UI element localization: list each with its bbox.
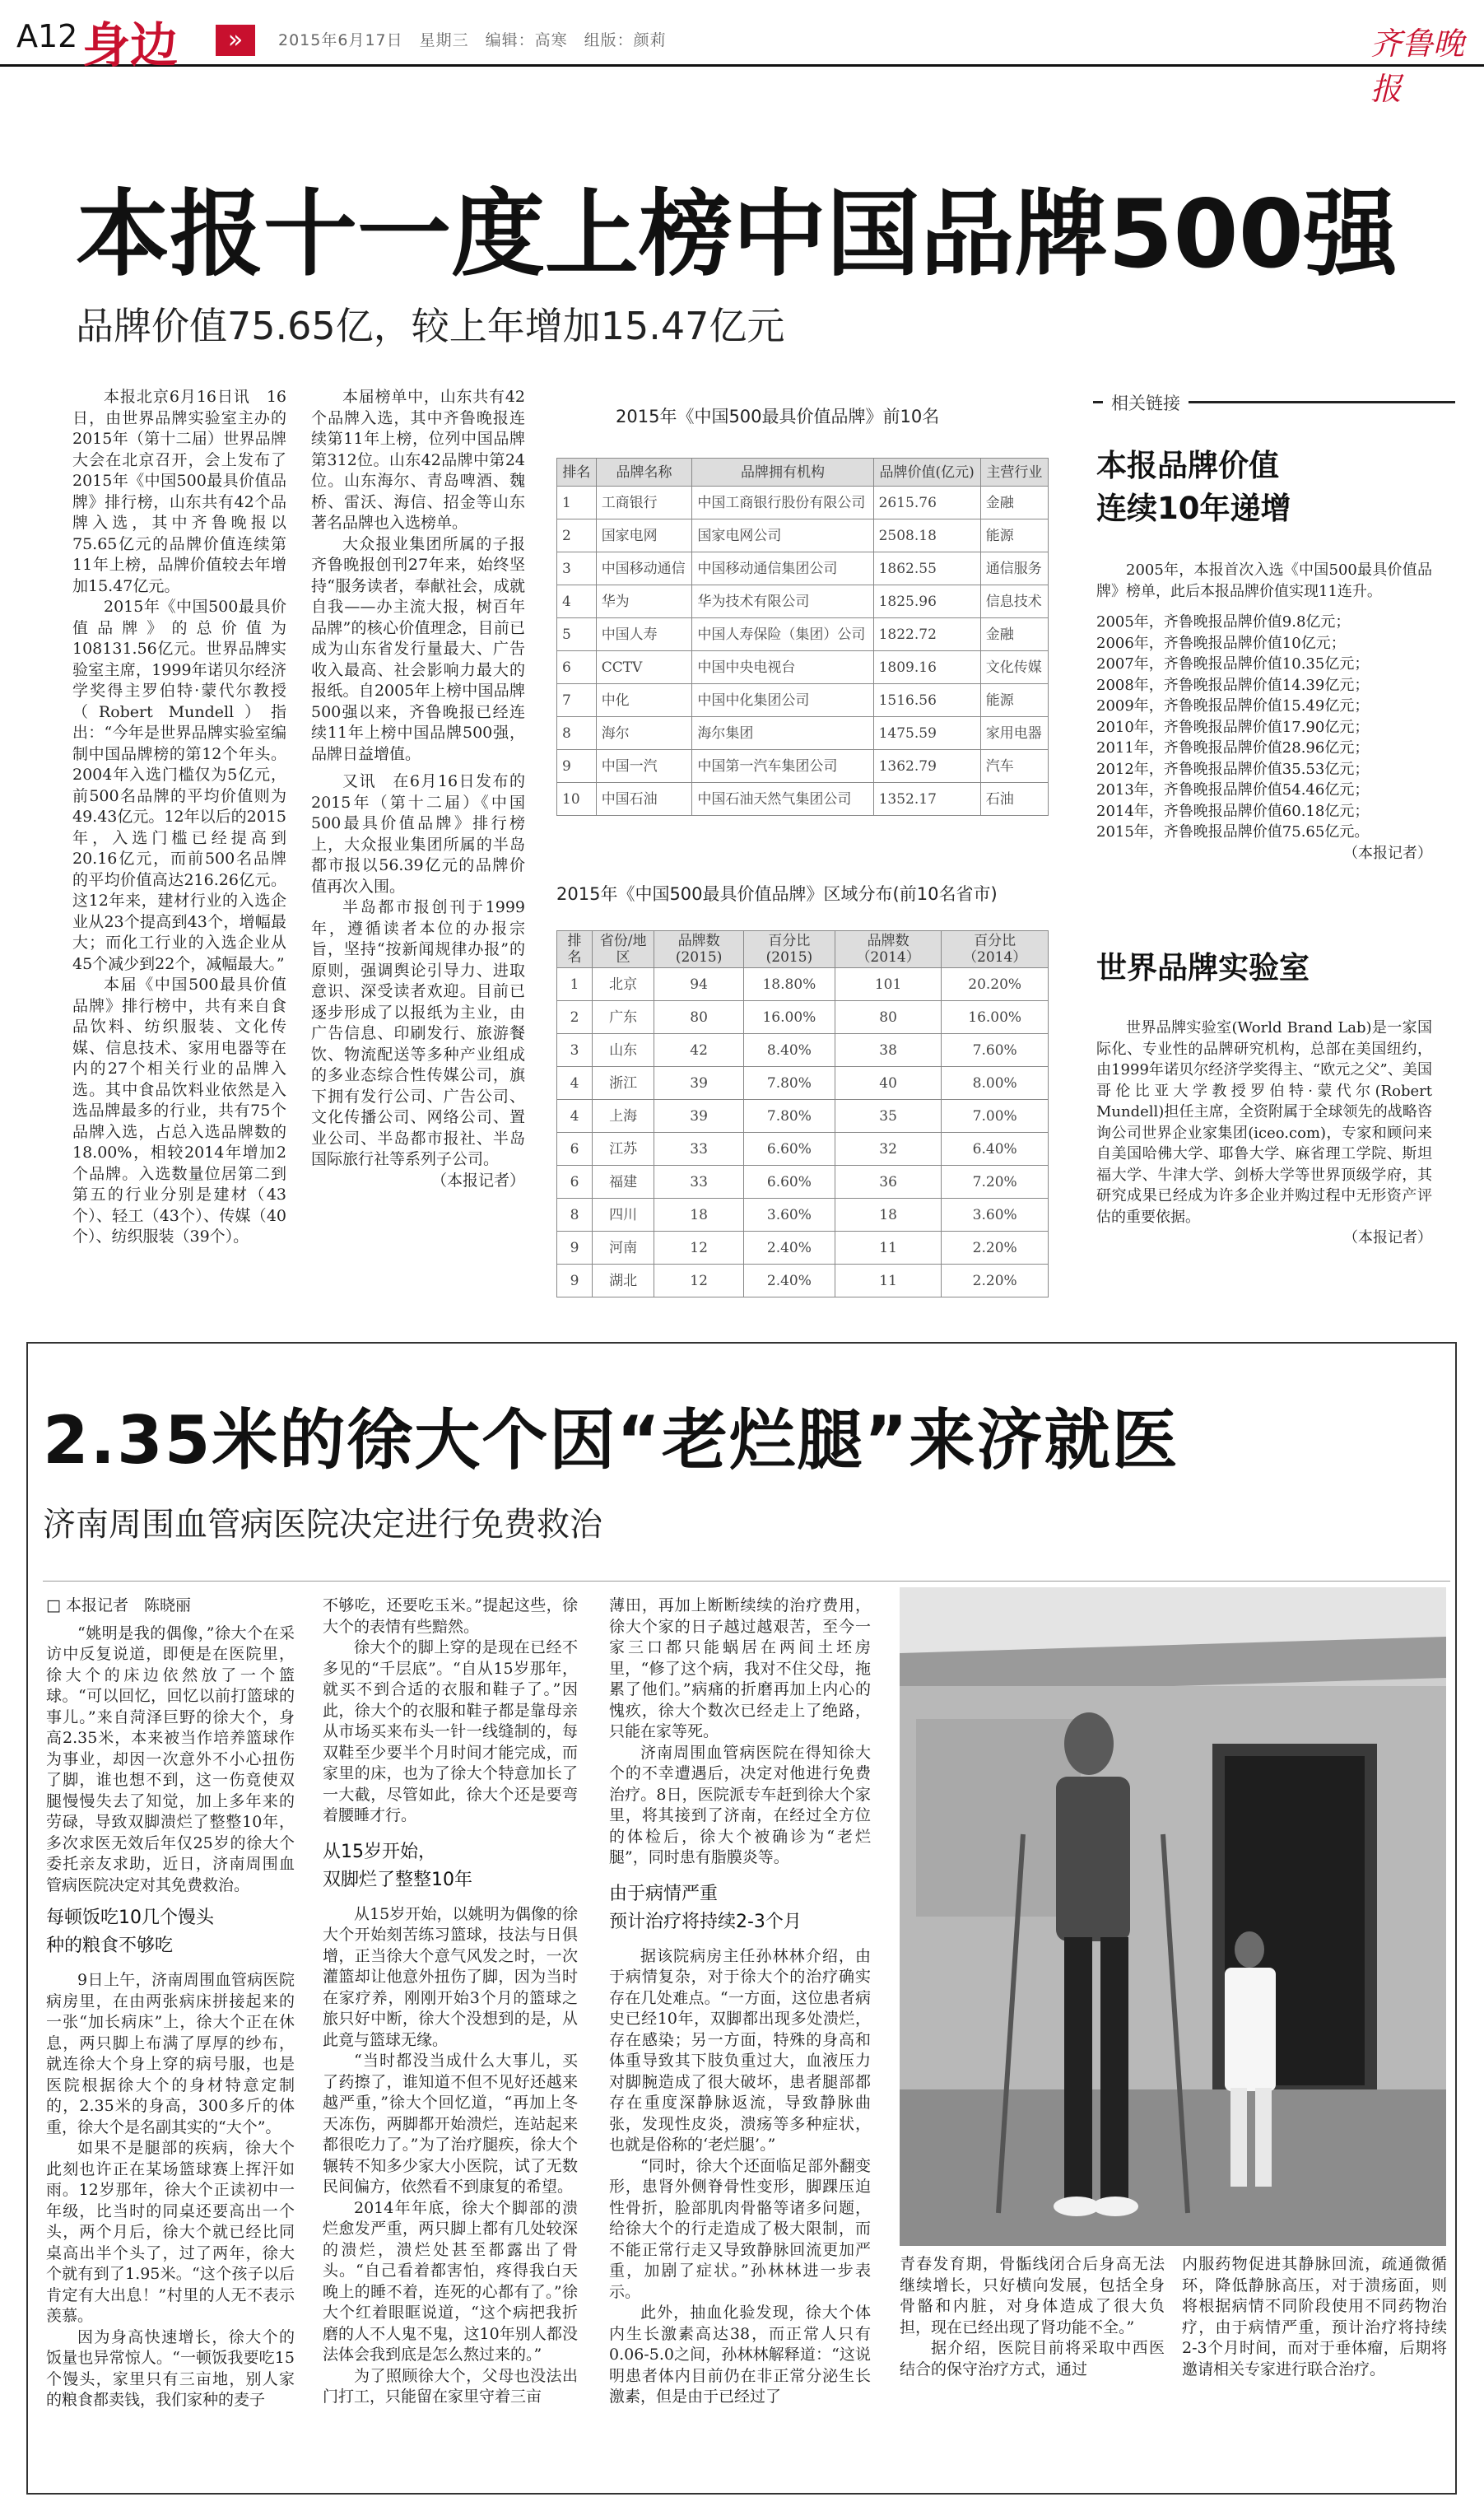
article2-paragraph: 从15岁开始，以姚明为偶像的徐大个开始刻苦练习篮球，技法与日俱增，正当徐大个意气风发之时，一次灌篮却让他意外扭伤了脚，因为当时在家疗养，刚刚开始3个月的篮球之旅只好中断，徐大个没想到的是，从此竟与篮球无缘。 [323, 1904, 578, 2049]
table-cell: 金融 [980, 487, 1048, 519]
table-cell: 河南 [593, 1232, 654, 1265]
article1-paragraph: 半岛都市报创刊于1999年，遵循读者本位的办报宗旨，坚持“按新闻规律办报”的原则，强调舆论引导力、进取意识、深受读者欢迎。目前已逐步形成了以报纸为主业，由广告信息、印刷发行、旅游餐饮、物流配送等多种产业组成的多业态综合性传媒公司，旗下拥有发行公司、广告公司、文化传播公司、网络公司、置业公司、半岛都市报社、半岛国际旅行社等系列子公司。 [311, 898, 525, 1168]
section-title: 身边 [82, 17, 179, 73]
table-cell: 福建 [593, 1166, 654, 1199]
table-row [557, 1265, 1049, 1297]
table-cell: 20.20% [942, 968, 1049, 1001]
table2-caption: 2015年《中国500最具价值品牌》区域分布(前10名省市) [556, 884, 998, 904]
header-rule [0, 64, 1484, 67]
article1-subtitle: 品牌价值75.65亿，较上年增加15.47亿元 [76, 304, 785, 348]
article1-paragraph: 大众报业集团所属的子报齐鲁晚报创刊27年来，始终坚持“服务读者，奉献社会，成就自我——办主流大报，树百年品牌”的核心价值理念，目前已成为山东省发行量最大、广告收入最高、社会影响力最大的报纸。自2005年上榜中国品牌500强以来，齐鲁晚报已经连续11年上榜中国品牌500强，品牌日益增值。 [311, 534, 525, 763]
table-cell: 能源 [980, 519, 1048, 552]
sidebar-year-item: 2005年，齐鲁晚报品牌价值9.8亿元； [1096, 613, 1351, 631]
table-cell: 3 [557, 552, 597, 585]
table-cell: 40 [835, 1067, 942, 1100]
table-cell: 2.20% [942, 1265, 1049, 1297]
table-cell: 16.00% [942, 1001, 1049, 1034]
table-cell: 33 [654, 1133, 744, 1166]
sidebar-intro: 2005年，本报首次入选《中国500最具价值品牌》榜单，此后本报品牌价值实现11连升。 [1096, 561, 1432, 600]
table-cell: 6 [557, 1166, 593, 1199]
table-cell: 35 [835, 1100, 942, 1133]
table-cell: 中国移动通信集团公司 [692, 552, 873, 585]
table1-top10-brands [556, 458, 1049, 816]
table-cell: 18 [835, 1199, 942, 1232]
article2-title: 2.35米的徐大个因“老烂腿”来济就医 [43, 1402, 1179, 1479]
article1-column-1 [72, 387, 286, 1248]
table-cell: 16.00% [744, 1001, 835, 1034]
article2-paragraph: 据介绍，医院目前将采取中西医结合的保守治疗方式，通过 [900, 2339, 1165, 2378]
table-cell: 1825.96 [873, 585, 980, 618]
article1-paragraph: 又讯 在6月16日发布的2015年（第十二届）《中国500最具价值品牌》排行榜上，大众报业集团所属的半岛都市报以56.39亿元的品牌价值再次入围。 [311, 772, 525, 896]
subhead-line: 双脚烂了整整10年 [323, 1869, 472, 1890]
table-cell: 海尔集团 [692, 717, 873, 750]
table-cell: 江苏 [593, 1133, 654, 1166]
newspaper-logo: 齐鲁晚报 [1370, 26, 1465, 107]
table-cell: 信息技术 [980, 585, 1048, 618]
sidebar-credit: （本报记者） [1343, 1229, 1432, 1246]
table-cell: 湖北 [593, 1265, 654, 1297]
table-cell: 中国中化集团公司 [692, 684, 873, 717]
table-cell: 1822.72 [873, 618, 980, 651]
article1-paragraph: 本届榜单中，山东共有42个品牌入选，其中齐鲁晚报连续第11年上榜，位列中国品牌第312位。山东42品牌中第24位。山东海尔、青岛啤酒、魏桥、雷沃、海信、招金等山东著名品牌也入选榜单。 [311, 388, 525, 532]
table-header: 品牌拥有机构 [692, 459, 873, 487]
table-cell: 18.80% [744, 968, 835, 1001]
table-cell: 6.60% [744, 1133, 835, 1166]
table-header: 百分比（2014） [942, 931, 1049, 968]
table-cell: 6 [557, 1133, 593, 1166]
table-cell: 7 [557, 684, 597, 717]
article1-credit: （本报记者） [430, 1171, 525, 1190]
table-cell: 1809.16 [873, 651, 980, 684]
table-cell: 10 [557, 783, 597, 816]
subhead-line: 每顿饭吃10几个馒头 [46, 1908, 214, 1928]
table-cell: 2 [557, 519, 597, 552]
table-cell: 2615.76 [873, 487, 980, 519]
article2-divider [43, 1581, 1450, 1582]
table-cell: 101 [835, 968, 942, 1001]
sidebar-year-item: 2009年，齐鲁晚报品牌价值15.49亿元； [1096, 697, 1370, 715]
table-header: 品牌数（2014） [835, 931, 942, 968]
table-cell: 北京 [593, 968, 654, 1001]
sidebar-headline-1 [1096, 445, 1291, 530]
table-header: 品牌名称 [596, 459, 692, 487]
table-cell: 6.60% [744, 1166, 835, 1199]
article2-paragraph: 薄田，再加上断断续续的治疗费用，徐大个家的日子越过越艰苦，至今一家三口都只能蜗居在两间土坯房里，“修了这个病，我对不住父母，拖累了他们。”病痛的折磨再加上内心的愧疚，徐大个数次已经走上了绝路，只能在家等死。 [609, 1596, 871, 1740]
table-cell: 8.40% [744, 1034, 835, 1067]
table-cell: 9 [557, 1265, 593, 1297]
table-cell: 浙江 [593, 1067, 654, 1100]
table-cell: 2508.18 [873, 519, 980, 552]
table-row [557, 1199, 1049, 1232]
table-header: 主营行业 [980, 459, 1048, 487]
table-cell: 33 [654, 1166, 744, 1199]
table-cell: 94 [654, 968, 744, 1001]
table-cell: 金融 [980, 618, 1048, 651]
article2-subtitle: 济南周围血管病医院决定进行免费救治 [43, 1506, 602, 1544]
section-arrow-icon: » [216, 25, 255, 56]
table-cell: 家用电器 [980, 717, 1048, 750]
table-cell: 中国移动通信 [596, 552, 692, 585]
table-cell: 3.60% [744, 1199, 835, 1232]
sidebar-year-item: 2012年，齐鲁晚报品牌价值35.53亿元； [1096, 760, 1370, 778]
table-cell: 12 [654, 1232, 744, 1265]
table-header: 品牌价值(亿元) [873, 459, 980, 487]
table-cell: 9 [557, 750, 597, 783]
sidebar-year-item: 2013年，齐鲁晚报品牌价值54.46亿元； [1096, 781, 1370, 799]
article2-column-3 [609, 1596, 871, 2408]
table-cell: 能源 [980, 684, 1048, 717]
table-cell: 38 [835, 1034, 942, 1067]
table-cell: 1475.59 [873, 717, 980, 750]
table-cell: 四川 [593, 1199, 654, 1232]
table-cell: 6 [557, 651, 597, 684]
table-row [557, 968, 1049, 1001]
table-cell: 12 [654, 1265, 744, 1297]
article2-paragraph: 如果不是腿部的疾病，徐大个此刻也许正在某场篮球赛上挥汗如雨。12岁那年，徐大个正读初中一年级，比当时的同桌还要高出一个头，两个月后，徐大个就已经比同桌高出半个头了，过了两年，徐大个就有到了1.95米。“这个孩子以后肯定有大出息！”村里的人无不表示羡慕。 [46, 2139, 295, 2325]
sidebar-year-item: 2011年，齐鲁晚报品牌价值28.96亿元； [1096, 739, 1370, 757]
table-row [557, 1133, 1049, 1166]
table-cell: 1 [557, 487, 597, 519]
table-cell: 8 [557, 717, 597, 750]
table-cell: 3.60% [942, 1199, 1049, 1232]
article2-paragraph: 济南周围血管病医院在得知徐大个的不幸遭遇后，决定对他进行免费治疗。8日，医院派专车赶到徐大个家里，将其接到了济南，在经过全方位的体检后，徐大个被确诊为“老烂腿”，同时患有脂膜炎等。 [609, 1743, 871, 1866]
table-cell: 国家电网公司 [692, 519, 873, 552]
table-cell: CCTV [596, 651, 692, 684]
sidebar-headline-line: 连续10年递增 [1096, 491, 1291, 526]
table-cell: 4 [557, 585, 597, 618]
table-cell: 汽车 [980, 750, 1048, 783]
table-cell: 6.40% [942, 1133, 1049, 1166]
subhead-line: 预计治疗将持续2-3个月 [609, 1911, 802, 1932]
table-cell: 中国中央电视台 [692, 651, 873, 684]
table-cell: 山东 [593, 1034, 654, 1067]
table-row [557, 684, 1049, 717]
table-cell: 通信服务 [980, 552, 1048, 585]
table-cell: 上海 [593, 1100, 654, 1133]
table-cell: 11 [835, 1265, 942, 1297]
table-cell: 1352.17 [873, 783, 980, 816]
table-row [557, 717, 1049, 750]
table-header: 排名 [557, 931, 593, 968]
table-cell: 中国人寿 [596, 618, 692, 651]
table-cell: 1862.55 [873, 552, 980, 585]
table-cell: 8.00% [942, 1067, 1049, 1100]
article2-column-4 [900, 2254, 1165, 2380]
table-cell: 中化 [596, 684, 692, 717]
article2-paragraph: 为了照顾徐大个，父母也没法出门打工，只能留在家里守着三亩 [323, 2366, 578, 2406]
sidebar-year-item: 2008年，齐鲁晚报品牌价值14.39亿元； [1096, 676, 1370, 694]
article1-column-2 [311, 387, 525, 1191]
photo-illustration [900, 1587, 1446, 2246]
table-cell: 36 [835, 1166, 942, 1199]
sidebar-year-item: 2014年，齐鲁晚报品牌价值60.18亿元； [1096, 802, 1370, 820]
table-cell: 1362.79 [873, 750, 980, 783]
table-cell: 80 [835, 1001, 942, 1034]
table-cell: 4 [557, 1067, 593, 1100]
article2-paragraph: 徐大个的脚上穿的是现在已经不多见的“千层底”。“自从15岁那年，就买不到合适的衣服和鞋子了。”因此，徐大个的衣服和鞋子都是靠母亲从市场买来布头一针一线缝制的，每双鞋至少要半个月时间才能完成，而家里的床，也为了徐大个特意加长了一大截，尽管如此，徐大个还是要弯着腰睡才行。 [323, 1638, 578, 1824]
table-cell: 7.60% [942, 1034, 1049, 1067]
article2-paragraph: 内服药物促进其静脉回流，疏通微循环，降低静脉高压，对于溃疡面，则将根据病情不同阶段使用不同药物治疗，由于病情严重，预计治疗将持续2-3个月时间，而对于垂体瘤，后期将邀请相关专家进行联合治疗。 [1182, 2255, 1447, 2378]
table-cell: 32 [835, 1133, 942, 1166]
table-cell: 华为 [596, 585, 692, 618]
table-cell: 中国工商银行股份有限公司 [692, 487, 873, 519]
sidebar-brand-history [1096, 560, 1432, 864]
table-cell: 2 [557, 1001, 593, 1034]
table-cell: 华为技术有限公司 [692, 585, 873, 618]
table-header: 百分比(2015) [744, 931, 835, 968]
table-row [557, 783, 1049, 816]
patient-photo [900, 1587, 1446, 2246]
header-info: 2015年6月17日 星期三 编辑：高寒 组版：颜莉 [278, 31, 667, 49]
subhead-line: 从15岁开始， [323, 1841, 436, 1862]
table2-regional-distribution [556, 930, 1049, 1297]
table-cell: 80 [654, 1001, 744, 1034]
article1-paragraph: 本报北京6月16日讯 16日，由世界品牌实验室主办的2015年（第十二届）世界品牌大会在北京召开，会上发布了2015年《中国500最具价值品牌》排行榜，山东共有42个品牌入选，其中齐鲁晚报以75.65亿元的品牌价值连续第11年上榜，品牌价值较去年增加15.47亿元。 [72, 388, 286, 595]
article2-column-2 [323, 1596, 578, 2408]
article2-byline: □ 本报记者 陈晓丽 [46, 1596, 191, 1614]
article2-paragraph: 据该院病房主任孙林林介绍，由于病情复杂，对于徐大个的治疗确实存在几处难点。“一方面，这位患者病史已经10年，双脚都出现多处溃烂，存在感染；另一方面，特殊的身高和体重导致其下肢负重过大，血液压力对脚腕造成了很大破坏，患者腿部都存在重度深静脉返流，导致静脉曲张，发现性皮炎，溃疡等多种症状，也就是俗称的‘老烂腿’。” [609, 1946, 871, 2154]
table-cell: 8 [557, 1199, 593, 1232]
table-cell: 39 [654, 1067, 744, 1100]
table-cell: 2.40% [744, 1265, 835, 1297]
subhead-line: 种的粮食不够吃 [46, 1936, 174, 1956]
sidebar-year-item: 2015年，齐鲁晚报品牌价值75.65亿元。 [1096, 823, 1370, 841]
table-row [557, 1001, 1049, 1034]
table-cell: 中国一汽 [596, 750, 692, 783]
article2-paragraph: 因为身高快速增长，徐大个的饭量也异常惊人。“一顿饭我要吃15个馒头，家里只有三亩地，别人家的粮食都卖钱，我们家种的麦子 [46, 2327, 295, 2409]
subhead-line: 由于病情严重 [609, 1883, 719, 1904]
table-header: 品牌数(2015) [654, 931, 744, 968]
article2-paragraph: “同时，徐大个还面临足部外翻变形，患肾外侧脊骨性变形，脚踝压迫性骨折，脸部肌肉骨骼等诸多问题，给徐大个的行走造成了极大限制，而不能正常行走又导致静脉回流更加严重，加剧了症状。”孙林林进一步表示。 [609, 2156, 871, 2301]
article2-paragraph: 9日上午，济南周围血管病医院病房里，在由两张病床拼接起来的一张“加长病床”上，徐大个正在休息，两只脚上布满了厚厚的纱布，就连徐大个身上穿的病号服，也是医院根据徐大个的身材特意定制的，2.35米的身高，300多斤的体重，徐大个是名副其实的“大个”。 [46, 1971, 295, 2136]
sidebar-world-brand-lab [1096, 1018, 1432, 1249]
table-cell: 1516.56 [873, 684, 980, 717]
article2-subhead [323, 1838, 578, 1894]
table-row [557, 618, 1049, 651]
table-cell: 石油 [980, 783, 1048, 816]
table-cell: 7.80% [744, 1100, 835, 1133]
table1-caption: 2015年《中国500最具价值品牌》前10名 [616, 407, 940, 426]
table-cell: 3 [557, 1034, 593, 1067]
table-cell: 42 [654, 1034, 744, 1067]
sidebar-year-item: 2010年，齐鲁晚报品牌价值17.90亿元； [1096, 718, 1370, 736]
table-cell: 7.80% [744, 1067, 835, 1100]
table-cell: 文化传媒 [980, 651, 1048, 684]
table-row [557, 1232, 1049, 1265]
article1-paragraph: 2015年《中国500最具价值品牌》的总价值为108131.56亿元。世界品牌实验室主席，1999年诺贝尔经济学奖得主罗伯特·蒙代尔教授（Robert Mundell）指出：“今年是世界品牌实验室编制中国品牌榜的第12个年头。2004年入选门槛仅为5亿元，前500名品牌的平均价值则为49.43亿元。12年以后的2015年，入选门槛已经提高到20.16亿元，而前500名品牌的平均价值高达216.26亿元。这12年来，建材行业的入选企业从23个提高到43个，增幅最大；而化工行业的入选企业从45个减少到22个，减幅最大。” [72, 598, 286, 973]
table-cell: 广东 [593, 1001, 654, 1034]
table-row [557, 519, 1049, 552]
article2-subhead [46, 1904, 295, 1960]
table-cell: 9 [557, 1232, 593, 1265]
article2-paragraph: 2014年年底，徐大个脚部的溃烂愈发严重，两只脚上都有几处较深的溃烂，溃烂处甚至都露出了骨头。“自己看着都害怕，疼得我白天晚上的睡不着，连死的心都有了。”徐大个红着眼眶说道，“这个病把我折磨的人不人鬼不鬼，这10年别人都没法体会我到底是怎么熬过来的。” [323, 2198, 578, 2364]
table-cell: 39 [654, 1100, 744, 1133]
table-cell: 海尔 [596, 717, 692, 750]
table-cell: 4 [557, 1100, 593, 1133]
table-row [557, 1100, 1049, 1133]
table-cell: 18 [654, 1199, 744, 1232]
table-cell: 中国石油天然气集团公司 [692, 783, 873, 816]
table-cell: 中国人寿保险（集团）公司 [692, 618, 873, 651]
table-row [557, 585, 1049, 618]
article2-paragraph: 青春发育期，骨骺线闭合后身高无法继续增长，只好横向发展，包括全身骨骼和内脏，对身体造成了很大负担，现在已经出现了肾功能不全。” [900, 2255, 1165, 2336]
table-cell: 7.20% [942, 1166, 1049, 1199]
table-cell: 11 [835, 1232, 942, 1265]
table-row [557, 552, 1049, 585]
article2-paragraph: “姚明是我的偶像，”徐大个在采访中反复说道，即便是在医院里，徐大个的床边依然放了一个篮球。“可以回忆，回忆以前打篮球的事儿。”来自菏泽巨野的徐大个，身高2.35米，本来被当作培养篮球作为事业，却因一次意外不小心扭伤了脚，谁也想不到，这一伤竟使双腿慢慢失去了知觉，加上多年来的劳碌，导致双脚溃烂了整整10年，多次求医无效后年仅25岁的徐大个委托亲友求助，近日，济南周围血管病医院决定对其免费救治。 [46, 1624, 295, 1894]
related-links-tag: 相关链接 [1103, 390, 1189, 415]
article2-subhead [609, 1880, 871, 1936]
table-row [557, 750, 1049, 783]
table-row [557, 1034, 1049, 1067]
article2-column-5 [1182, 2254, 1447, 2380]
table-row [557, 1166, 1049, 1199]
table-row [557, 487, 1049, 519]
table-cell: 2.40% [744, 1232, 835, 1265]
table-cell: 国家电网 [596, 519, 692, 552]
article2-column-1 [46, 1596, 295, 2411]
sidebar-year-item: 2006年，齐鲁晚报品牌价值10亿元； [1096, 634, 1346, 652]
sidebar-credit: （本报记者） [1343, 844, 1432, 862]
article1-paragraph: 本届《中国500最具价值品牌》排行榜中，共有来自食品饮料、纺织服装、文化传媒、信息技术、家用电器等在内的27个相关行业的品牌入选。其中食品饮料业依然是入选品牌最多的行业，共有75个品牌入选，占总入选品牌数的18.00%，相较2014年增加2个品牌。入选数量位居第二到第五的行业分别是建材（43个）、轻工（43个）、传媒（40个）、纺织服装（39个）。 [72, 976, 286, 1246]
table-row [557, 651, 1049, 684]
table-cell: 2.20% [942, 1232, 1049, 1265]
table-cell: 工商银行 [596, 487, 692, 519]
table-cell: 中国石油 [596, 783, 692, 816]
table-cell: 中国第一汽车集团公司 [692, 750, 873, 783]
table-cell: 5 [557, 618, 597, 651]
table-cell: 1 [557, 968, 593, 1001]
table-row [557, 1067, 1049, 1100]
article2-paragraph: 不够吃，还要吃玉米。”提起这些，徐大个的表情有些黯然。 [323, 1596, 578, 1636]
article2-paragraph: 此外，抽血化验发现，徐大个体内生长激素高达38，而正常人只有0.06-5.0之间，孙林林解释道：“这说明患者体内目前仍在非正常分泌生长激素，但是由于已经过了 [609, 2304, 871, 2406]
sidebar-headline-line: 本报品牌价值 [1096, 448, 1279, 483]
sidebar-headline-2: 世界品牌实验室 [1096, 950, 1310, 985]
article1-title: 本报十一度上榜中国品牌500强 [76, 179, 1398, 289]
article2-paragraph: “当时都没当成什么大事儿，买了药擦了，谁知道不但不见好还越来越严重，”徐大个回忆道，“再加上冬天冻伤，两脚都开始溃烂，连站起来都很吃力了。”为了治疗腿疾，徐大个辗转不知多少家大小医院，试了无数民间偏方，依然看不到康复的希望。 [323, 2052, 578, 2196]
sidebar-year-item: 2007年，齐鲁晚报品牌价值10.35亿元； [1096, 655, 1370, 673]
sidebar-paragraph: 世界品牌实验室(World Brand Lab)是一家国际化、专业性的品牌研究机构，总部在美国纽约，由1999年诺贝尔经济学奖得主、“欧元之父”、美国哥伦比亚大学教授罗伯特·蒙代尔(Robert Mundell)担任主席，全资附属于全球领先的战略咨询公司世界企业家集团(iceo.com)，专家和顾问来自美国哈佛大学、耶鲁大学、麻省理工学院、斯坦福大学、牛津大学、剑桥大学等世界顶级学府，其研究成果已经成为许多企业并购过程中无形资产评估的重要依据。 [1096, 1019, 1432, 1226]
table-header: 省份/地区 [593, 931, 654, 968]
page-number: A12 [16, 18, 78, 54]
table-header: 排名 [557, 459, 597, 487]
table-cell: 7.00% [942, 1100, 1049, 1133]
